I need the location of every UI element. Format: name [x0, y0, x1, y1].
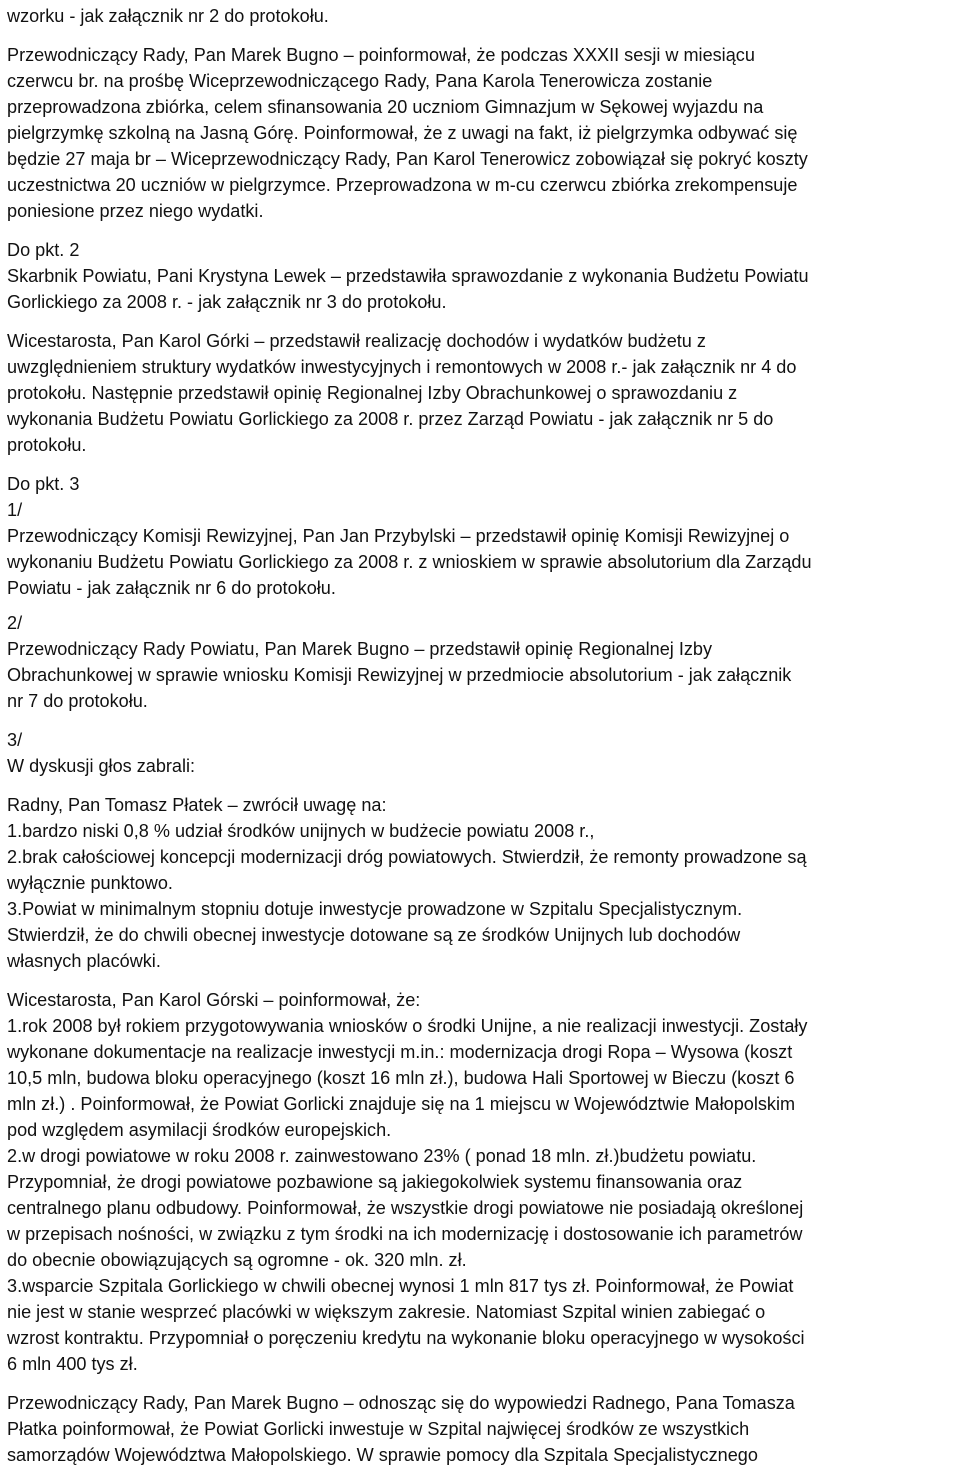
text-line: będzie 27 maja br – Wiceprzewodniczący Rady, Pan Karol Tenerowicz zobowiązał się pokryć koszty — [7, 149, 808, 169]
text-line: przeprowadzona zbiórka, celem sfinansowania 20 uczniom Gimnazjum w Sękowej wyjazdu na — [7, 97, 764, 117]
text-line: mln zł.) . Poinformował, że Powiat Gorlicki znajduje się na 1 miejscu w Województwie Małopolskim — [7, 1094, 796, 1114]
subsection-number: 1/ — [7, 500, 23, 520]
text-line: wykonaniu Budżetu Powiatu Gorlickiego za 2008 r. z wnioskiem w sprawie absolutorium dla Zarządu — [7, 552, 812, 572]
list-item: 3.Powiat w minimalnym stopniu dotuje inwestycje prowadzone w Szpitalu Specjalistycznym. — [7, 899, 743, 919]
text-line: Powiatu - jak załącznik nr 6 do protokołu. — [7, 578, 336, 598]
text-line: w przepisach nośności, w związku z tym środki na ich modernizację i dostosowanie ich parametrów — [7, 1224, 803, 1244]
text-line: Przewodniczący Komisji Rewizyjnej, Pan Jan Przybylski – przedstawił opinię Komisji Rewizyjnej o — [7, 526, 790, 546]
text-line: Skarbnik Powiatu, Pani Krystyna Lewek – przedstawiła sprawozdanie z wykonania Budżetu Powiatu — [7, 266, 809, 286]
text-line: Przewodniczący Rady, Pan Marek Bugno – odnosząc się do wypowiedzi Radnego, Pana Tomasza — [7, 1393, 795, 1413]
text-line: poniesione przez niego wydatki. — [7, 201, 264, 221]
text-line: wyłącznie punktowo. — [7, 873, 173, 893]
text-line: wykonania Budżetu Powiatu Gorlickiego za 2008 r. przez Zarząd Powiatu - jak załącznik nr 5 do — [7, 409, 774, 429]
text-line: Przewodniczący Rady, Pan Marek Bugno – poinformował, że podczas XXXII sesji w miesiącu — [7, 45, 755, 65]
list-item: 2.w drogi powiatowe w roku 2008 r. zainwestowano 23% ( ponad 18 mln. zł.)budżetu powiatu. — [7, 1146, 757, 1166]
text-line: Stwierdził, że do chwili obecnej inwestycje dotowane są ze środków Unijnych lub dochodów — [7, 925, 741, 945]
text-line: Radny, Pan Tomasz Płatek – zwrócił uwagę na: — [7, 795, 387, 815]
section-heading: Do pkt. 2 — [7, 240, 80, 260]
text-line: wzorku - jak załącznik nr 2 do protokołu. — [7, 6, 329, 26]
list-item: 3.wsparcie Szpitala Gorlickiego w chwili obecnej wynosi 1 mln 817 tys zł. Poinformował, że Powiat — [7, 1276, 794, 1296]
text-line: 10,5 mln, budowa bloku operacyjnego (koszt 16 mln zł.), budowa Hali Sportowej w Bieczu (koszt 6 — [7, 1068, 795, 1088]
text-line: W dyskusji głos zabrali: — [7, 756, 196, 776]
text-line: nr 7 do protokołu. — [7, 691, 148, 711]
text-line: własnych placówki. — [7, 951, 161, 971]
text-line: centralnego planu odbudowy. Poinformował, że wszystkie drogi powiatowe nie posiadają określonej — [7, 1198, 804, 1218]
text-line: Wicestarosta, Pan Karol Górski – poinformował, że: — [7, 990, 421, 1010]
text-line: protokołu. Następnie przedstawił opinię Regionalnej Izby Obrachunkowej o sprawozdaniu z — [7, 383, 738, 403]
text-line: Przewodniczący Rady Powiatu, Pan Marek Bugno – przedstawił opinię Regionalnej Izby — [7, 639, 713, 659]
section-heading: Do pkt. 3 — [7, 474, 80, 494]
text-line: uczestnictwa 20 uczniów w pielgrzymce. Przeprowadzona w m-cu czerwcu zbiórka zrekompensuje — [7, 175, 798, 195]
text-line: pod względem asymilacji środków europejskich. — [7, 1120, 392, 1140]
list-item: 1.bardzo niski 0,8 % udział środków unijnych w budżecie powiatu 2008 r., — [7, 821, 595, 841]
text-line: 6 mln 400 tys zł. — [7, 1354, 138, 1374]
text-line: nie jest w stanie wesprzeć placówki w większym zakresie. Natomiast Szpital winien zabiegać o — [7, 1302, 766, 1322]
text-line: wzrost kontraktu. Przypomniał o poręczeniu kredytu na wykonanie bloku operacyjnego w wysokości — [7, 1328, 805, 1348]
text-line: Wicestarosta, Pan Karol Górki – przedstawił realizację dochodów i wydatków budżetu z — [7, 331, 706, 351]
text-line: Przypomniał, że drogi powiatowe pozbawione są jakiegokolwiek systemu finansowania oraz — [7, 1172, 743, 1192]
text-line: Gorlickiego za 2008 r. - jak załącznik nr 3 do protokołu. — [7, 292, 447, 312]
text-line: wykonane dokumentacje na realizacje inwestycji m.in.: modernizacja drogi Ropa – Wysowa (koszt — [7, 1042, 793, 1062]
list-item: 1.rok 2008 był rokiem przygotowywania wniosków o środki Unijne, a nie realizacji inwestycji. Zostały — [7, 1016, 808, 1036]
subsection-number: 3/ — [7, 730, 23, 750]
text-line: do obecnie obowiązujących są ogromne - ok. 320 mln. zł. — [7, 1250, 467, 1270]
text-line: samorządów Województwa Małopolskiego. W sprawie pomocy dla Szpitala Specjalistycznego — [7, 1445, 758, 1465]
text-line: Obrachunkowej w sprawie wniosku Komisji Rewizyjnej w przedmiocie absolutorium - jak załącznik — [7, 665, 792, 685]
text-line: czerwcu br. na prośbę Wiceprzewodniczącego Rady, Pana Karola Tenerowicza zostanie — [7, 71, 713, 91]
text-line: pielgrzymkę szkolną na Jasną Górę. Poinformował, że z uwagi na fakt, iż pielgrzymka odbywać się — [7, 123, 798, 143]
list-item: 2.brak całościowej koncepcji modernizacji dróg powiatowych. Stwierdził, że remonty prowadzone są — [7, 847, 807, 867]
text-line: protokołu. — [7, 435, 87, 455]
text-line: Płatka poinformował, że Powiat Gorlicki inwestuje w Szpital najwięcej środków ze wszystkich — [7, 1419, 750, 1439]
text-line: uwzględnieniem struktury wydatków inwestycyjnych i remontowych w 2008 r.- jak załącznik nr 4 do — [7, 357, 797, 377]
subsection-number: 2/ — [7, 613, 23, 633]
